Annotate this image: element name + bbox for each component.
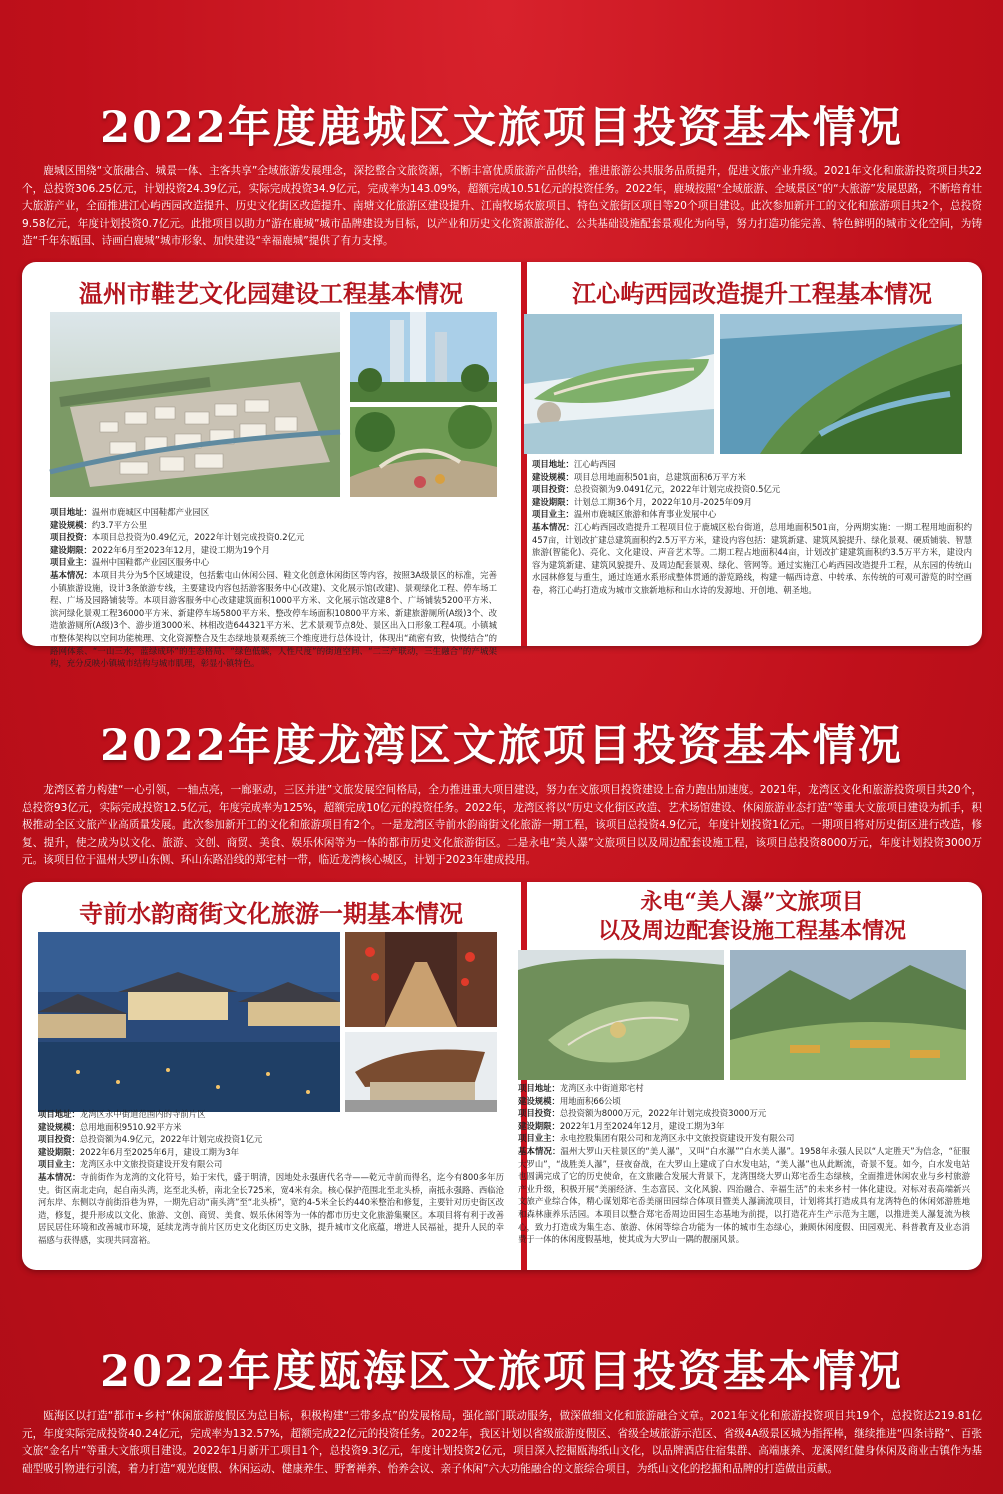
mountain-park-masterplan-icon [518, 950, 724, 1080]
field-label: 建设期限： [50, 544, 92, 555]
field-label: 项目投资： [532, 484, 574, 495]
field-label: 项目地址： [532, 459, 574, 469]
field-value: 温州市鹿城区中国鞋都产业园区 [91, 507, 210, 517]
modern-pavilion-icon [345, 1032, 497, 1112]
field-label: 建设规模： [532, 471, 574, 482]
field-value: 江心屿西园改造提升工程项目位于鹿城区松台街道，总用地面积501亩，分两期实施：一期工程用地面积约457亩，计划改扩建总建筑面积约2.5万平方米，建设内容包括：建筑新建、建筑风貌提升、绿化景观、硬质铺装、智慧旅游(智能化)、亮化、文化建设、声音艺术等。二期工程占地面积44亩，计划改扩建建筑面积约3.5万平方米，建设内容为建筑新建、建筑风貌提升、及周边配套景观、绿化、管网等。通过实施江心屿西园改造提升工程，从东园的传统山水园林修复与重生，通过连通水系形成整体贯通的游览路线，构建一幅西诗意、中转承、东传统的可观可游览的时空画卷，将江心屿打造成为城市文旅新地标和山水诗的发源地、开创地、朝圣地。 [532, 521, 973, 595]
project-panel-lucheng [22, 262, 982, 669]
project-title-meirenpu [532, 888, 972, 946]
field-value: 总用地面积9510.92平方米 [79, 1121, 182, 1132]
field-label: 项目投资： [50, 532, 92, 543]
field-value: 温州大罗山天柱景区的“美人瀑”，又叫“白水瀑”“白水美人瀑”。1958年永强人民以“人定胜天”为信念，“征服大罗山”，“战胜美人瀑”，昼夜奋战，在大罗山上建成了白水发电站，“美人瀑”也从此断流，奇景不复。如今，白水发电站也圆满完成了它的历史使命，在文旅融合发展大背景下，龙湾围绕大罗山郑宅岙生态绿核，全面推进休闲农业与乡村旅游产业升级，积极开展“美丽经济、生态富民、文化风貌、四治融合、幸福生活”的未来乡村一体化建设。对标对表高端新兴文旅产业综合体，精心谋划郑宅岙美丽田园综合体项目暨美人瀑滴流项目，计划将其打造成具有龙湾特色的休闲郊游胜地和森林康养乐活园。本项目以整合郑宅岙周边田园生态基地为前提，以打造花卉生产示范为主题，以推进美人瀑复流为核心，致力打造成为集生态、旅游、休闲等综合功能为一体的城市生态绿心，兼顾休闲度假、田园观光、科普教育及业态消费于一体的休闲度假基地，使其成为大罗山一隅的靓丽风景。 [518, 1145, 970, 1245]
field-label: 项目投资： [518, 1108, 560, 1119]
park-landscape-render-icon [350, 407, 497, 497]
field-value: 温州市鹿城区旅游和体育事业发展中心 [573, 509, 717, 520]
field-value: 永电控股集团有限公司和龙湾区永中文旅投资建设开发有限公司 [559, 1133, 795, 1144]
field-value: 本项目总投资为0.49亿元，2022年计划完成投资0.2亿元 [91, 532, 305, 543]
field-value: 本项目共分为5个区域建设，包括紫屯山休闲公园、鞋文化创意休闲街区等内容，按照3A级景区的标准，完善小镇旅游设施，设计3条旅游专线，主要建设内容包括游客服务中心(改建)、文化展示馆(改建)、景观绿化工程、停车场工程、广场及园路铺装等。本项目游客服务中心改建建筑面积1000平方米、文化展示馆改建8个、广场铺装5200平方米、滨河绿化景观工程36000平方米、新建停车场5800平方米、整改停车场面积10800平方米、新建旅游厕所(A级)3个、改造旅游厕所(A级)3个、游步道3000米、林相改造644321平方米、艺术景观节点8处、景区出入口形象工程4项。小镇城市整体架构以空间功能梳理、文化资源整合及生态绿地景观系统三个维度进行总体设计，体现出“疏密有致，快慢结合”的路网体系、“一山三水，蓝绿成环”的生态格局、“绿色低碳，人性尺度”的街道空间、“二三产联动，三生融合”的产城架构，充分反映小镇城市结构与城市肌理，彰显小镇特色。 [50, 569, 498, 669]
field-label: 建设规模： [50, 519, 92, 530]
field-value: 温州中国鞋都产业园区服务中心 [91, 557, 210, 568]
river-island-aerial-icon [720, 314, 962, 454]
field-value: 用地面积66公顷 [559, 1095, 621, 1106]
night-waterfront-street-icon [38, 932, 340, 1112]
project-title-line-2: 以及周边配套设施工程基本情况 [597, 918, 906, 944]
project-title-siqian: 寺前水韵商街文化旅游一期基本情况 [79, 899, 463, 928]
field-value: 2022年6月至2025年6月，建设工期为3年 [79, 1146, 239, 1157]
field-value: 项目总用地面积501亩，总建筑面积6万平方米 [573, 471, 746, 482]
field-label: 基本情况： [518, 1145, 561, 1156]
field-label: 建设期限： [532, 496, 574, 507]
field-value: 寺前街作为龙湾的文化符号，始于宋代，盛于明清，因地处永强唐代名寺——乾元寺前而得名，迄今有800多年历史。街区南北走向，起自南头湾，迄至北头桥，南北全长725米，宽4米有余。核心保护范围北至北头桥，南抵永强路、西临沧河东岸、东侧以寺前街沿巷为界，一期先启动“南头湾”至“北头桥”，宽约4-5米全长约440米整治和修复，主要针对历史街区改造，修复，提升形成以文化、旅游、文创、商贸、美食、娱乐休闲等为一体的都市历史文化旅游集聚区。本项目将有利于改善居民居住环境和改善城市环境，延续龙湾寺前片区历史文化街区历史文脉，提升城市文化底蕴，增进人民福祉，提升人民的幸福感与获得感，实现共同富裕。 [38, 1171, 505, 1245]
field-label: 项目业主： [518, 1133, 560, 1144]
field-label: 项目地址： [38, 1109, 80, 1119]
field-value: 江心屿西园 [573, 459, 616, 469]
tower-building-render-icon [350, 312, 497, 402]
field-label: 基本情况： [532, 521, 575, 532]
field-value: 龙湾区永中文旅投资建设开发有限公司 [79, 1159, 223, 1170]
field-label: 项目地址： [518, 1083, 560, 1093]
section-intro-longwan: 龙湾区着力构建“一心引领，一轴点亮，一廊驱动，三区并进”文旅发展空间格局，全力推进重大项目建设，努力在文旅项目投资建设上奋力跑出加速度。2021年，龙湾区文化和旅游投资项目共20个，总投资93亿元，实际完成投资12.5亿元，年度完成率为125%，超额完成10亿元的投资任务。2022年，龙湾区将以“历史文化街区改造、艺术场馆建设、休闲旅游业态打造”等重大文旅项目建设为抓手，积极推动全区文旅产业高质量发展。此次参加新开工的文化和旅游项目有2个。一是龙湾区寺前水韵商街文化旅游一期工程，该项目总投资4.9亿元，年度计划投资1亿元。一期项目将对历史街区进行改造，修复、提升，使之成为以文化、旅游、文创、商贸、美食、娱乐休闲等为一体的都市历史文化旅游街区。二是永电“美人瀑”文旅项目以及周边配套设施工程，该项目总投资8000万元，年度计划投资3000万元。该项目位于温州大罗山东侧、环山东路沿线的郑宅村一带，临近龙湾核心城区，计划于2023年建成投用。 [22, 784, 982, 866]
mountain-farm-view-icon [730, 950, 966, 1080]
section-intro-lucheng: 鹿城区围绕“文旅融合、城景一体、主客共享”全域旅游发展理念，深挖整合文旅资源，不断丰富优质旅游产品供给，推进旅游公共服务品质提升，促进文旅产业升级。2021年文化和旅游投资项目共22个，总投资306.25亿元，计划投资24.39亿元，实际完成投资34.9亿元，完成率为143.09%，超额完成10.51亿元的投资任务。2022年，鹿城按照“全域旅游、全域景区”的“大旅游”发展思路，不断培育壮大旅游产业，全面推进江心屿西园改造提升、历史文化街区改造提升、南塘文化旅游区建设提升、江南牧场农旅项目、特色文旅街区项目等20个项目建设。此次参加新开工的文化和旅游项目共2个，总投资9.58亿元，年度计划投资0.7亿元。此批项目以助力“游在鹿城”城市品牌建设为目标，以产业和历史文化资源旅游化、公共基础设施配套景观化为向导，努力打造功能完善、特色鲜明的城市文化空间，为铸造“千年东瓯国、诗画白鹿城”城市形象、加快建设“幸福鹿城”提供了有力支撑。 [22, 165, 982, 247]
project-panel-longwan [22, 882, 982, 1270]
field-label: 建设期限： [518, 1120, 560, 1131]
project-info-shoe-park [50, 506, 497, 670]
project-title-jiangxinyu: 江心屿西园改造提升工程基本情况 [572, 279, 932, 308]
field-label: 项目业主： [50, 557, 92, 568]
field-label: 项目投资： [38, 1134, 80, 1145]
field-label: 基本情况： [38, 1171, 81, 1182]
field-value: 2022年1月至2024年12月，建设工期为3年 [559, 1120, 725, 1131]
field-label: 项目业主： [38, 1159, 80, 1170]
island-masterplan-icon [524, 314, 714, 454]
project-title-line-1: 永电“美人瀑”文旅项目 [640, 889, 864, 915]
field-value: 总投资额为4.9亿元，2022年计划完成投资1亿元 [79, 1134, 263, 1145]
field-label: 项目业主： [532, 509, 574, 520]
project-info-siqian [38, 1108, 504, 1247]
section-intro-ouhai: 瓯海区以打造“都市+乡村”休闲旅游度假区为总目标，积极构建“三带多点”的发展格局，强化部门联动服务，做深做细文化和旅游融合文章。2021年文化和旅游投资项目共19个，总投资达219.81亿元，年度实际完成投资40.24亿元，完成率为132.57%，超额完成22亿元的投资任务。2022年，我区计划以省级旅游度假区、省级全域旅游示范区、省级4A级景区城为指挥棒，继续推进“四条诗路”、百张文旅“金名片”等重大文旅项目建设。2022年1月新开工项目1个，总投资9.3亿元，年度计划投资2亿元，项目深入挖掘瓯海纸山文化，以品牌酒店住宿集群、高端康养、龙溪网红健身休闲及商业古镇作为基础型吸引物进行引流，着力打造“观光度假、休闲运动、健康养生、野奢禅养、怡养会议、亲子休闲”六大功能融合的文旅综合项目，为纸山文化的挖掘和品牌的打造做出贡献。 [22, 1410, 982, 1475]
field-label: 建设期限： [38, 1146, 80, 1157]
section-title-lucheng: 2022年度鹿城区文旅项目投资基本情况 [100, 103, 903, 153]
project-info-meirenpu [518, 1082, 970, 1246]
field-label: 项目地址： [50, 507, 92, 517]
field-value: 总投资额为8000万元，2022年计划完成投资3000万元 [559, 1108, 767, 1119]
field-value: 龙湾区永中街道郑宅村 [559, 1083, 644, 1093]
field-value: 总投资额为9.0491亿元，2022年计划完成投资0.5亿元 [573, 484, 781, 495]
section-title-longwan: 2022年度龙湾区文旅项目投资基本情况 [100, 721, 903, 771]
field-label: 建设规模： [38, 1121, 80, 1132]
field-value: 约3.7平方公里 [91, 519, 148, 530]
field-value: 龙湾区永中街道范围内的寺前片区 [79, 1109, 206, 1119]
field-value: 2022年6月至2023年12月，建设工期为19个月 [91, 544, 271, 555]
field-value: 计划总工期36个月，2022年10月-2025年09月 [573, 496, 752, 507]
field-label: 基本情况： [50, 569, 93, 580]
project-info-jiangxinyu [532, 458, 972, 597]
field-label: 建设规模： [518, 1095, 560, 1106]
section-title-ouhai: 2022年度瓯海区文旅项目投资基本情况 [100, 1347, 903, 1397]
project-title-shoe-park: 温州市鞋艺文化园建设工程基本情况 [79, 279, 463, 308]
lantern-street-icon [345, 932, 497, 1027]
aerial-town-render-icon [50, 312, 340, 497]
